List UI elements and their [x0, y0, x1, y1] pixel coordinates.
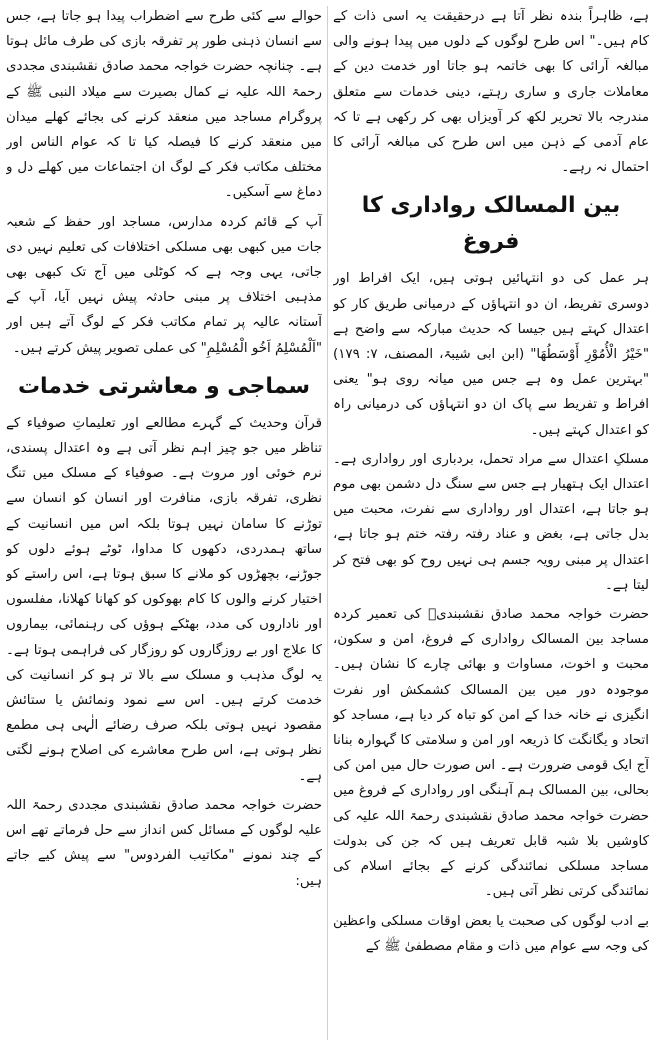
paragraph: ہر عمل کی دو انتہائیں ہوتی ہیں، ایک افراط اور دوسری تفریط، ان دو انتہاؤں کے درمیانی طریق کار کو اعتدال کہتے ہیں جیسا کہ حدیث مبارکہ سے واضح ہے "خَيْرُ الْأُمُوْرِ أَوْسَطُهَا" (ابن ابی شیبۃ، المصنف، ۷: ۱۷۹) "بہترین عمل وہ ہے جس میں میانہ روی ہو" یعنی افراط و تفریط سے پاک ان دو انتہاؤں کی درمیانی راہ کو اعتدال کہتے ہیں۔ [333, 271, 649, 438]
column-divider [327, 6, 328, 1040]
paragraph: مسلکِ اعتدال سے مراد تحمل، بردباری اور رواداری ہے۔ اعتدال ایک ہتھیار ہے جس سے سنگ دل دشمن بھی موم ہو جاتا ہے، اعتدال اور رواداری سے نفرت، محبت میں بدل جاتی ہے، بغض و عناد رفتہ رفتہ ختم ہو جاتا ہے، اعتدال پر مبنی رویہ جسم ہی نہیں روح کو بھی فتح کر لیتا ہے۔ [333, 451, 649, 593]
section-heading: سماجی و معاشرتی خدمات [17, 373, 311, 399]
left-column [6, 4, 322, 1042]
section-heading: بین المسالک رواداری کا فروغ [361, 193, 621, 255]
paragraph: آپ کے قائم کردہ مدارس، مساجد اور حفظ کے شعبہ جات میں کبھی بھی مسلکی اختلافات کی تعلیم نہیں دی جاتی، یہی وجہ ہے کہ کوٹلی میں آج تک کبھی بھی مذہبی اختلاف پر مبنی حادثہ پیش نہیں آیا، آپ کے آستانہ عالیہ پر تمام مکاتب فکر کے لوگ آتے ہیں اور "اَلْمُسْلِمُ اَخُو الْمُسْلِمِ" کی عملی تصویر پیش کرتے ہیں۔ [6, 214, 322, 356]
paragraph: حضرت خواجہ محمد صادق نقشبندیؒ کی تعمیر کردہ مساجد بین المسالک رواداری کے فروغ، امن و سکون، محبت و اخوت، مساوات و بھائی چارے کا نشان ہیں۔ موجودہ دور میں بین المسالک کشمکش اور نفرت انگیزی نے خانہ خدا کے امن کو تباہ کر دیا ہے، مساجد کو اتحاد و یگانگت کا ذریعہ اور امن و سلامتی کا گہوارہ بنانا آج ایک قومی ضرورت ہے۔ اس صورت حال میں امن کی بحالی، بین المسالک ہم آہنگی اور رواداری کے فروغ میں حضرت خواجہ محمد صادق نقشبندی رحمۃ اللہ علیہ کی کاوشیں بلا شبہ قابل تعریف ہیں کہ جن کی بدولت مساجد مسلکی نمائندگی کرنے کے بجائے اسلام کی نمائندگی کرتی نظر آتی ہیں۔ [333, 607, 649, 900]
paragraph: ہے، ظاہراً بندہ نظر آتا ہے درحقیقت یہ اسی ذات کے کام ہیں۔" اس طرح لوگوں کے دلوں میں پیدا ہونے والی مبالغہ آرائی کا بھی خاتمہ ہو جاتا اور خدمت دین کے معاملات جاری و ساری رہتے، دینی خدمات سے متعلق مندرجہ بالا تحریر لکھ کر آویزاں بھی کر رکھی ہے تا کہ عام آدمی کے ذہن میں اس طرح کی مبالغہ آرائی کا احتمال نہ رہے۔ [333, 9, 649, 176]
paragraph: حضرت خواجہ محمد صادق نقشبندی مجددی رحمۃ اللہ علیہ لوگوں کے مسائل کس انداز سے حل فرماتے تھے اس کے چند نمونے "مکاتیب الفردوس" سے پیش کیے جاتے ہیں: [6, 797, 322, 889]
paragraph: حوالے سے کئی طرح سے اضطراب پیدا ہو جاتا ہے، جس سے انسان ذہنی طور پر تفرقہ بازی کی طرف مائل ہوتا ہے۔ چنانچہ حضرت خواجہ محمد صادق نقشبندی مجددی رحمۃ اللہ علیہ نے کمال بصیرت سے میلاد النبی ﷺ کے پروگرام مساجد میں منعقد کرنے کی بجائے کھلے میدان میں منعقد کرنے کا فیصلہ کیا تا کہ عوام الناس اور مختلف مکاتب فکر کے لوگ ان اجتماعات میں کھلے دل و دماغ سے آسکیں۔ [6, 9, 322, 201]
right-column [333, 4, 649, 1042]
paragraph: بے ادب لوگوں کی صحبت یا بعض اوقات مسلکی واعظین کی وجہ سے عوام میں ذات و مقام مصطفیٰ ﷺ کے [333, 913, 649, 954]
paragraph: قرآن وحدیث کے گہرے مطالعے اور تعلیماتِ صوفیاء کے تناظر میں جو چیز اہم نظر آتی ہے وہ اعتدال پسندی، نرم خوئی اور مروت ہے۔ صوفیاء کے مسلک میں تنگ نظری، تفرقہ بازی، منافرت اور انسان کو انسان سے توڑنے کا سامان نہیں ہوتا بلکہ اس میں انسانیت کے ساتھ ہمدردی، دکھوں کا مداوا، ٹوٹے ہوئے دلوں کو جوڑنے، بچھڑوں کو ملانے کا سبق ہوتا ہے، اس راستے کو اختیار کرنے والوں کا کام بھوکوں کو کھانا کھلانا، مفلسوں اور ناداروں کی مدد، بھٹکے ہوؤں کی رہنمائی، بیماروں کا علاج اور بے روزگاروں کو روزگار کی فراہمی ہوتا ہے۔ یہ لوگ مذہب و مسلک سے بالا تر ہو کر انسانیت کی خدمت کرتے ہیں۔ اس سے نمود ونمائش یا ستائش مقصود نہیں ہوتی بلکہ صرف رضائے الٰہی ہی مطمع نظر ہوتی ہے، اس طرح معاشرے کی اصلاح ہونے لگتی ہے۔ [6, 415, 322, 784]
